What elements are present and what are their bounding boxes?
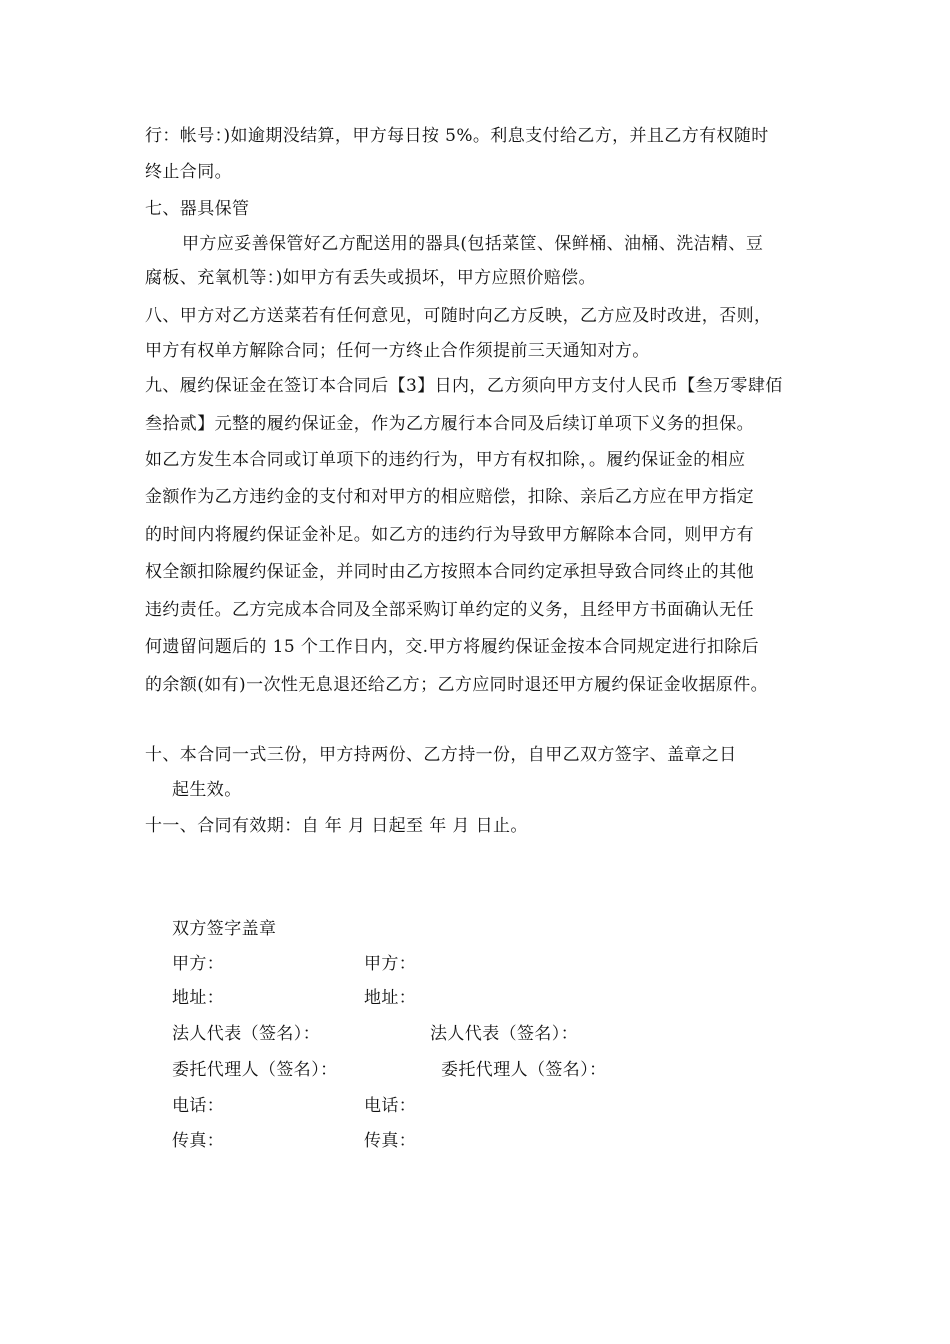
text-line: 起生效。 [172,780,242,800]
text-line: 权全额扣除履约保证金，并同时由乙方按照本合同约定承担导致合同终止的其他 [145,562,754,582]
text-line: 甲方应妥善保管好乙方配送用的器具(包括菜筐、保鲜桶、油桶、洗洁精、豆 [182,234,764,254]
section-heading: 七、器具保管 [145,199,250,219]
text-line: 十、本合同一式三份，甲方持两份、乙方持一份，自甲乙双方签字、盖章之日 [145,745,737,765]
party-a-fax: 传真： [172,1131,225,1151]
party-b-phone: 电话： [364,1096,417,1116]
party-a-legal-rep: 法人代表（签名）： [172,1024,321,1044]
text-line: 腐板、充氧机等：)如甲方有丢失或损坏，甲方应照价赔偿。 [145,268,596,288]
text-line: 终止合同。 [145,162,232,182]
party-a-phone: 电话： [172,1096,225,1116]
text-line: 甲方有权单方解除合同；任何一方终止合作须提前三天通知对方。 [145,341,650,361]
party-b-fax: 传真： [364,1131,417,1151]
signature-heading: 双方签字盖章 [172,919,277,939]
party-b-label: 甲方： [364,954,417,974]
party-a-agent: 委托代理人（签名）： [172,1060,338,1080]
text-line: 八、甲方对乙方送菜若有任何意见，可随时向乙方反映，乙方应及时改进，否则， [145,306,772,326]
text-line: 金额作为乙方违约金的支付和对甲方的相应赔偿，扣除、亲后乙方应在甲方指定 [145,487,754,507]
text-line: 何遗留问题后的 15 个工作日内，交.甲方将履约保证金按本合同规定进行扣除后 [145,637,760,657]
text-line: 行：帐号：)如逾期没结算，甲方每日按 5%。利息支付给乙方，并且乙方有权随时 [145,126,769,146]
party-a-label: 甲方： [172,954,225,974]
text-line: 的时间内将履约保证金补足。如乙方的违约行为导致甲方解除本合同，则甲方有 [145,525,754,545]
text-line: 的余额(如有)一次性无息退还给乙方；乙方应同时退还甲方履约保证金收据原件。 [145,675,769,695]
text-line: 叁拾贰】元整的履约保证金，作为乙方履行本合同及后续订单项下义务的担保。 [145,414,754,434]
party-a-address: 地址： [172,988,225,1008]
party-b-agent: 委托代理人（签名）： [441,1060,607,1080]
party-b-legal-rep: 法人代表（签名）： [430,1024,579,1044]
text-line: 如乙方发生本合同或订单项下的违约行为，甲方有权扣除，。履约保证金的相应 [145,450,746,470]
contract-term-line: 十一、合同有效期：自 年 月 日起至 年 月 日止。 [145,816,528,836]
text-line: 违约责任。乙方完成本合同及全部采购订单约定的义务，且经甲方书面确认无任 [145,600,754,620]
party-b-address: 地址： [364,988,417,1008]
text-line: 九、履约保证金在签订本合同后【3】日内，乙方须向甲方支付人民币【叁万零肆佰 [145,376,783,396]
